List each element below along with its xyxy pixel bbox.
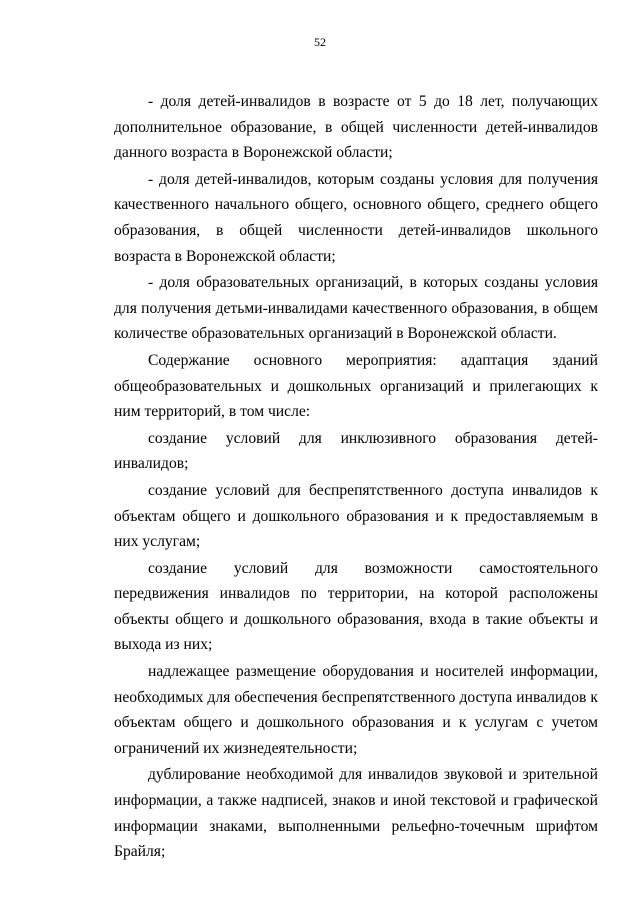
paragraph-barrier-free-access: создание условий для беспрепятственного доступа инвалидов к объектам общего и дошкольного образования и к предоставляемым в них услугам; (114, 481, 598, 551)
paragraph-indicator-organizations: - доля образовательных организаций, в которых созданы условия для получения детьми-инвалидами качественного образования, в общем количестве образовательных организаций в Воронежской области. (114, 274, 598, 343)
paragraph-main-activity: Содержание основного мероприятия: адаптация зданий общеобразовательных и дошкольных организаций и прилегающих к ним территорий, в том числе: (114, 351, 598, 421)
paragraph-braille-duplication: дублирование необходимой для инвалидов звуковой и зрительной информации, а также надписей, знаков и иной текстовой и графической информации знаками, выполненными рельефно-точечным шрифтом Брайля; (114, 766, 598, 861)
page-number: 52 (314, 35, 326, 49)
paragraph-independent-movement: создание условий для возможности самостоятельного передвижения инвалидов по территории, на которой расположены объекты общего и дошкольного образования, входа в такие объекты и выхода из них; (114, 559, 598, 654)
paragraph-indicator-additional-education: - доля детей-инвалидов в возрасте от 5 до 18 лет, получающих дополнительное образование, в общей численности детей-инвалидов данного возраста в Воронежской области; (114, 93, 598, 162)
paragraph-equipment-placement: надлежащее размещение оборудования и носителей информации, необходимых для обеспечения беспрепятственного доступа инвалидов к объектам общего и дошкольного образования и к услугам с учетом ограничений их жизнедеятельности; (114, 663, 598, 757)
paragraph-inclusive-education: создание условий для инклюзивного образования детей-инвалидов; (114, 429, 598, 473)
document-body (114, 89, 598, 866)
paragraph-indicator-general-education: - доля детей-инвалидов, которым созданы условия для получения качественного начального общего, основного общего, среднего общего образования, в общей численности детей-инвалидов школьного возраста в Воронежской области; (114, 170, 598, 265)
